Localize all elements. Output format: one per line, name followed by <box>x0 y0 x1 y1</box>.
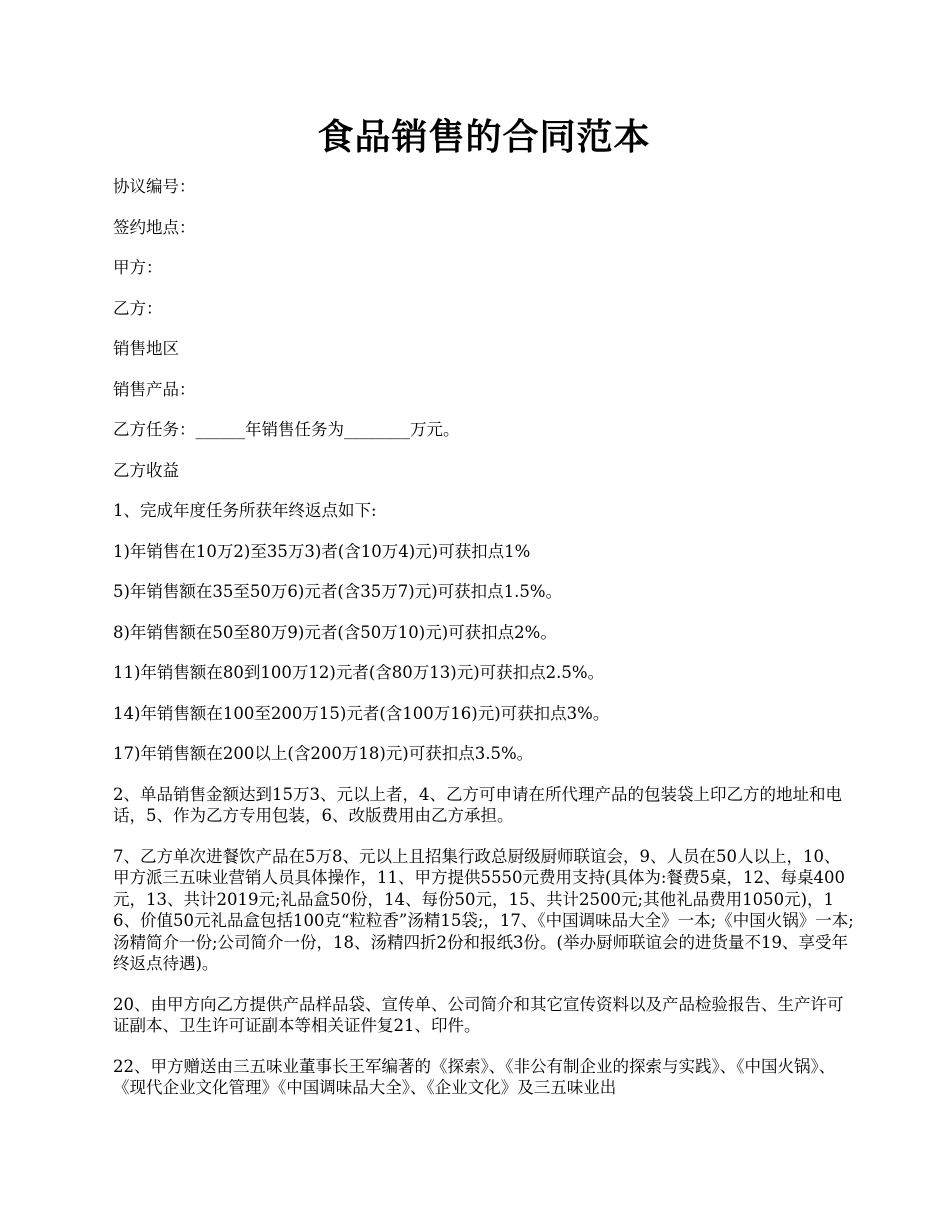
paragraph-sales-region: 销售地区 <box>113 339 179 358</box>
paragraph-chef-meeting-support: 7、乙方单次进餐饮产品在5万8、元以上且招集行政总厨级厨师联谊会，9、人员在50人以上，10、甲方派三五味业营销人员具体操作，11、甲方提供5550元费用支持(具体为:餐费5桌，12、每桌400元，13、共计2019元;礼品盒50份，14、每份50元，15、共计2500元;其他礼品费用1050元)，16、价值50元礼品盒包括100克“粒粒香”汤精15袋;，17、《中国调味品大全》一本;《中国火锅》一本;汤精简介一份;公司简介一份，18、汤精四折2份和报纸3份。(举办厨师联谊会的进货量不19、享受年终返点待遇)。 <box>113 846 854 973</box>
paragraph-rebate-tier: 17)年销售额在200以上(含200万18)元)可获扣点3.5%。 <box>113 744 534 763</box>
paragraph-signing-place: 签约地点： <box>113 217 196 237</box>
paragraph-sales-product: 销售产品： <box>113 379 196 399</box>
paragraph-party-a: 甲方： <box>113 258 163 277</box>
paragraph-party-b-task: 乙方任务：______年销售任务为________万元。 <box>113 420 460 439</box>
paragraph-agreement-number: 协议编号： <box>113 177 196 196</box>
paragraph-party-b-income: 乙方收益 <box>113 460 179 480</box>
paragraph-rebate-tier: 1)年销售在10万2)至35万3)者(含10万4)元)可获扣点1% <box>113 541 531 561</box>
paragraph-rebate-intro: 1、完成年度任务所获年终返点如下: <box>113 501 377 520</box>
paragraph-party-b: 乙方： <box>113 298 163 318</box>
document-body <box>113 176 855 1099</box>
paragraph-gift-books: 22、甲方赠送由三五味业董事长王军编著的《探索》、《非公有制企业的探索与实践》、《中国火锅》、《现代企业文化管理》《中国调味品大全》、《企业文化》及三五味业出 <box>113 1056 836 1097</box>
paragraph-promotional-materials: 20、由甲方向乙方提供产品样品袋、宣传单、公司简介和其它宣传资料以及产品检验报告、生产许可证副本、卫生许可证副本等相关证件复21、印件。 <box>113 994 844 1035</box>
document-title: 食品销售的合同范本 <box>317 116 651 158</box>
paragraph-rebate-tier: 11)年销售额在80到100万12)元者(含80万13)元)可获扣点2.5%。 <box>113 663 605 682</box>
paragraph-custom-packaging: 2、单品销售金额达到15万3、元以上者，4、乙方可申请在所代理产品的包装袋上印乙方的地址和电话，5、作为乙方专用包装，6、改版费用由乙方承担。 <box>113 784 842 825</box>
paragraph-rebate-tier: 14)年销售额在100至200万15)元者(含100万16)元)可获扣点3%。 <box>113 703 610 723</box>
paragraph-rebate-tier: 5)年销售额在35至50万6)元者(含35万7)元)可获扣点1.5%。 <box>113 582 563 601</box>
paragraph-rebate-tier: 8)年销售额在50至80万9)元者(含50万10)元)可获扣点2%。 <box>113 622 557 642</box>
